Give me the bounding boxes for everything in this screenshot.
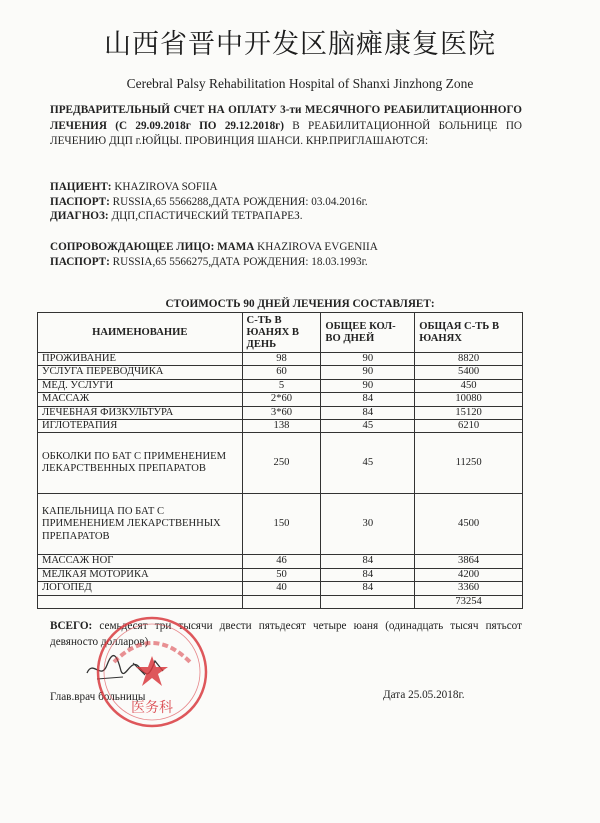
row-days: 84	[321, 393, 415, 406]
row-price: 60	[242, 366, 321, 379]
diagnosis-label: ДИАГНОЗ:	[50, 210, 109, 222]
hospital-title-english: Cerebral Palsy Rehabilitation Hospital of Shanxi Jinzhong Zone	[126, 76, 474, 91]
row-name: МЕЛКАЯ МОТОРИКА	[38, 568, 243, 581]
hospital-stamp	[92, 612, 212, 732]
table-row	[38, 420, 523, 433]
companion-passport-label: ПАСПОРТ:	[50, 255, 110, 268]
row-name: КАПЕЛЬНИЦА ПО БАТ С ПРИМЕНЕНИЕМ ЛЕКАРСТВЕННЫХ ПРЕПАРАТОВ	[38, 494, 243, 555]
patient-block	[50, 180, 530, 224]
companion-name: KHAZIROVA EVGENIIA	[254, 241, 378, 253]
stamp-label: 医务科	[131, 700, 173, 716]
grand-total-value: 73254	[415, 595, 523, 608]
row-days: 45	[321, 433, 415, 494]
total-label: ВСЕГО:	[50, 620, 93, 632]
invoice-heading: ПРЕДВАРИТЕЛЬНЫЙ СЧЕТ НА ОПЛАТУ 3-ти МЕСЯЧНОГО РЕАБИЛИТАЦИОННОГО ЛЕЧЕНИЯ (С 29.09.2018г ПО 29.12.2018г)	[50, 104, 522, 132]
row-name: МАССАЖ НОГ	[38, 555, 243, 568]
row-total: 6210	[415, 420, 523, 433]
patient-passport-value: RUSSIA,65 5566288,ДАТА РОЖДЕНИЯ: 03.04.2016г.	[109, 195, 368, 208]
table-header-row	[38, 313, 523, 353]
table-row	[38, 393, 523, 406]
row-name: УСЛУГА ПЕРЕВОДЧИКА	[38, 366, 243, 379]
row-days: 90	[321, 353, 415, 366]
row-total: 4200	[415, 568, 523, 581]
companion-line	[50, 240, 530, 255]
row-total: 5400	[415, 366, 523, 379]
table-row	[38, 406, 523, 419]
table-row	[38, 433, 523, 494]
patient-label: ПАЦИЕНТ:	[50, 181, 112, 193]
table-row	[38, 494, 523, 555]
table-row	[38, 568, 523, 581]
header-days: ОБЩЕЕ КОЛ-ВО ДНЕЙ	[321, 313, 415, 353]
header-name: НАИМЕНОВАНИЕ	[38, 313, 243, 353]
total-row-empty	[321, 595, 415, 608]
table-row	[38, 353, 523, 366]
cost-table	[37, 312, 523, 609]
table-row	[38, 379, 523, 392]
row-price: 138	[242, 420, 321, 433]
total-row-empty	[38, 595, 243, 608]
row-price: 150	[242, 494, 321, 555]
row-days: 90	[321, 379, 415, 392]
row-total: 15120	[415, 406, 523, 419]
total-row-empty	[242, 595, 321, 608]
companion-block	[50, 240, 530, 269]
row-name: ЛЕЧЕБНАЯ ФИЗКУЛЬТУРА	[38, 406, 243, 419]
chief-doctor-label: Глав.врач больницы	[50, 691, 146, 703]
row-days: 84	[321, 568, 415, 581]
row-price: 3*60	[242, 406, 321, 419]
row-price: 50	[242, 568, 321, 581]
diagnosis-value: ДЦП,СПАСТИЧЕСКИЙ ТЕТРАПАРЕЗ.	[108, 210, 303, 222]
table-row	[38, 366, 523, 379]
header-price: С-ТЬ В ЮАНЯХ В ДЕНЬ	[242, 313, 321, 353]
header-total: ОБЩАЯ С-ТЬ В ЮАНЯХ	[415, 313, 523, 353]
companion-passport-line	[50, 255, 530, 270]
row-total: 450	[415, 379, 523, 392]
diagnosis-line	[50, 209, 530, 224]
row-days: 90	[321, 366, 415, 379]
row-price: 5	[242, 379, 321, 392]
row-name: ЛОГОПЕД	[38, 582, 243, 595]
companion-label: СОПРОВОЖДАЮЩЕЕ ЛИЦО: МАМА	[50, 241, 255, 253]
row-days: 84	[321, 582, 415, 595]
row-name: ОБКОЛКИ ПО БАТ С ПРИМЕНЕНИЕМ ЛЕКАРСТВЕННЫХ ПРЕПАРАТОВ	[38, 433, 243, 494]
invoice-intro-rest: В РЕАБИЛИТАЦИОННОЙ БОЛЬНИЦЕ ПО ЛЕЧЕНИЮ ДЦП г.ЮЙЦЫ. ПРОВИНЦИЯ ШАНСИ. КНР.ПРИГЛАШАЮТСЯ:	[50, 119, 522, 147]
invoice-intro	[50, 103, 522, 150]
row-name: МЕД. УСЛУГИ	[38, 379, 243, 392]
row-price: 40	[242, 582, 321, 595]
row-price: 46	[242, 555, 321, 568]
table-caption: СТОИМОСТЬ 90 ДНЕЙ ЛЕЧЕНИЯ СОСТАВЛЯЕТ:	[165, 298, 435, 310]
document-date: Дата 25.05.2018г.	[383, 689, 465, 701]
total-in-words: семьдесят три тысячи двести пятьдесят четыре юаня (одинадцать тысяч пятьсот девяносто долларов)	[50, 620, 522, 648]
row-price: 98	[242, 353, 321, 366]
patient-passport-label: ПАСПОРТ:	[50, 195, 110, 208]
table-row	[38, 555, 523, 568]
row-days: 30	[321, 494, 415, 555]
patient-passport-line	[50, 195, 530, 210]
row-days: 84	[321, 406, 415, 419]
patient-name: KHAZIROVA SOFIIA	[111, 181, 218, 193]
row-name: МАССАЖ	[38, 393, 243, 406]
row-name: ПРОЖИВАНИЕ	[38, 353, 243, 366]
row-price: 250	[242, 433, 321, 494]
row-total: 8820	[415, 353, 523, 366]
row-total: 4500	[415, 494, 523, 555]
row-total: 11250	[415, 433, 523, 494]
row-price: 2*60	[242, 393, 321, 406]
companion-passport-value: RUSSIA,65 5566275,ДАТА РОЖДЕНИЯ: 18.03.1993г.	[109, 255, 368, 268]
row-total: 3360	[415, 582, 523, 595]
row-total: 3864	[415, 555, 523, 568]
patient-line	[50, 180, 530, 195]
table-total-row	[38, 595, 523, 608]
row-days: 45	[321, 420, 415, 433]
table-row	[38, 582, 523, 595]
row-days: 84	[321, 555, 415, 568]
row-name: ИГЛОТЕРАПИЯ	[38, 420, 243, 433]
row-total: 10080	[415, 393, 523, 406]
hospital-title-chinese: 山西省晋中开发区脑瘫康复医院	[104, 29, 496, 60]
